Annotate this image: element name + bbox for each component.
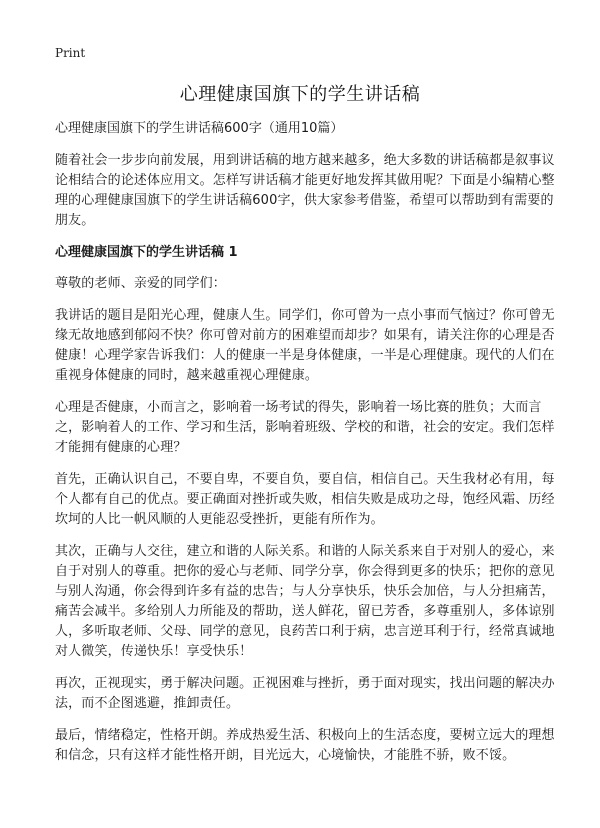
- article-body: [55, 151, 556, 778]
- page-title: 心理健康国旗下的学生讲话稿: [179, 84, 421, 105]
- body-paragraph: 再次，正视现实，勇于解决问题。正视困难与挫折，勇于面对现实，找出问题的解决办法，而不企图逃避，推卸责任。: [55, 676, 555, 711]
- body-paragraph: 最后，情绪稳定，性格开朗。养成热爱生活、积极向上的生活态度，要树立远大的理想和信念，只有这样才能性格开朗，目光远大，心境愉快，才能胜不骄，败不馁。: [55, 728, 555, 763]
- section-heading: 心理健康国旗下的学生讲话稿 1: [55, 245, 238, 260]
- body-paragraph: 首先，正确认识自己，不要自卑，不要自负，要自信，相信自己。天生我材必有用，每个人都有自己的优点。要正确面对挫折或失败，相信失败是成功之母，饱经风霜、历经坎坷的人比一帆风顺的人更能忍受挫折，更能有所作为。: [55, 472, 555, 527]
- greeting-paragraph: 尊敬的老师、亲爱的同学们：: [55, 276, 226, 291]
- body-paragraph: 其次，正确与人交往，建立和谐的人际关系。和谐的人际关系来自于对别人的爱心，来自于对别人的尊重。把你的爱心与老师、同学分享，你会得到更多的快乐；把你的意见与别人沟通，你会得到许多有益的忠告；与人分享快乐，快乐会加倍，与人分担痛苦，痛苦会减半。多给别人力所能及的帮助，送人鲜花，留已芳香，多尊重别人，多体谅别人，多听取老师、父母、同学的意见，良药苦口利于病，忠言逆耳利于行，经常真诚地对人微笑，传递快乐！享受快乐！: [55, 544, 555, 659]
- body-paragraph: 我讲话的题目是阳光心理，健康人生。同学们，你可曾为一点小事而气恼过？你可曾无缘无故地感到郁闷不快？你可曾对前方的困难望而却步？如果有，请关注你的心理是否健康！心理学家告诉我们：人的健康一半是身体健康，一半是心理健康。现代的人们在重视身体健康的同时，越来越重视心理健康。: [55, 308, 555, 383]
- document-subtitle: 心理健康国旗下的学生讲话稿600字（通用10篇）: [55, 121, 344, 136]
- body-paragraph: 心理是否健康，小而言之，影响着一场考试的得失，影响着一场比赛的胜负；大而言之，影响着人的工作、学习和生活，影响着班级、学校的和谐，社会的安定。我们怎样才能拥有健康的心理？: [55, 400, 555, 455]
- intro-paragraph: 随着社会一步步向前发展，用到讲话稿的地方越来越多，绝大多数的讲话稿都是叙事议论相结合的论述体应用文。怎样写讲话稿才能更好地发挥其做用呢？下面是小编精心整理的心理健康国旗下的学生讲话稿600字，供大家参考借鉴，希望可以帮助到有需要的朋友。: [55, 153, 555, 228]
- print-link[interactable]: Print: [55, 46, 86, 60]
